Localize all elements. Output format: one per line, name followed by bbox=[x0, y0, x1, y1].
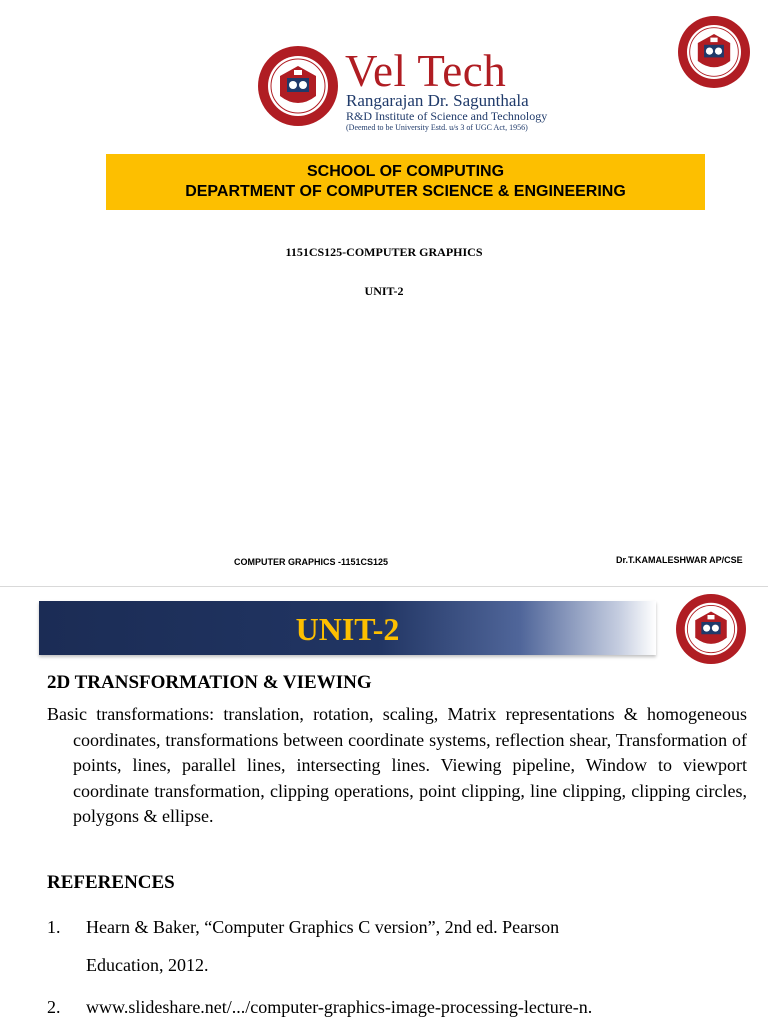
logo-line-3: (Deemed to be University Estd. u/s 3 of UGC Act, 1956) bbox=[346, 123, 528, 132]
university-seal-icon bbox=[678, 16, 750, 88]
logo-line-2: R&D Institute of Science and Technology bbox=[346, 109, 548, 123]
unit-title-bar bbox=[39, 601, 656, 655]
university-seal-icon bbox=[676, 594, 746, 664]
school-name: SCHOOL OF COMPUTING bbox=[306, 163, 505, 180]
unit-title: UNIT-2 bbox=[295, 611, 400, 647]
course-title: 1151CS125-COMPUTER GRAPHICS bbox=[285, 245, 483, 259]
logo-line-1: Rangarajan Dr. Sagunthala bbox=[346, 91, 529, 110]
logo-name: Vel Tech bbox=[345, 46, 507, 96]
reference-text-cont: Education, 2012. bbox=[86, 955, 209, 975]
reference-text: Hearn & Baker, “Computer Graphics C version”, 2nd ed. Pearson bbox=[86, 917, 560, 937]
syllabus-text: Basic transformations: translation, rotation, scaling, Matrix representations & homogeneous coordinates, transformations between coordinate systems, reflection shear, Transformation of points, lines, parallel lines, intersecting lines. Viewing pipeline, Window to viewport coordinate transformation, clipping operations, point clipping, line clipping, clipping circles, polygons & ellipse. bbox=[47, 704, 747, 826]
department-banner bbox=[106, 154, 705, 210]
footer-course: COMPUTER GRAPHICS -1151CS125 bbox=[234, 557, 389, 567]
vel-tech-logo bbox=[258, 44, 548, 132]
university-seal-icon bbox=[258, 46, 338, 126]
reference-text: www.slideshare.net/.../computer-graphics-image-processing-lecture-n. bbox=[86, 997, 593, 1017]
slide-divider bbox=[0, 586, 768, 587]
section-heading: 2D TRANSFORMATION & VIEWING bbox=[47, 672, 372, 693]
reference-number: 2. bbox=[47, 997, 61, 1017]
unit-label: UNIT-2 bbox=[364, 284, 404, 298]
references-heading: REFERENCES bbox=[47, 872, 175, 893]
reference-number: 1. bbox=[47, 917, 61, 937]
department-name: DEPARTMENT OF COMPUTER SCIENCE & ENGINEERING bbox=[185, 183, 626, 200]
footer-author: Dr.T.KAMALESHWAR AP/CSE bbox=[616, 555, 743, 565]
